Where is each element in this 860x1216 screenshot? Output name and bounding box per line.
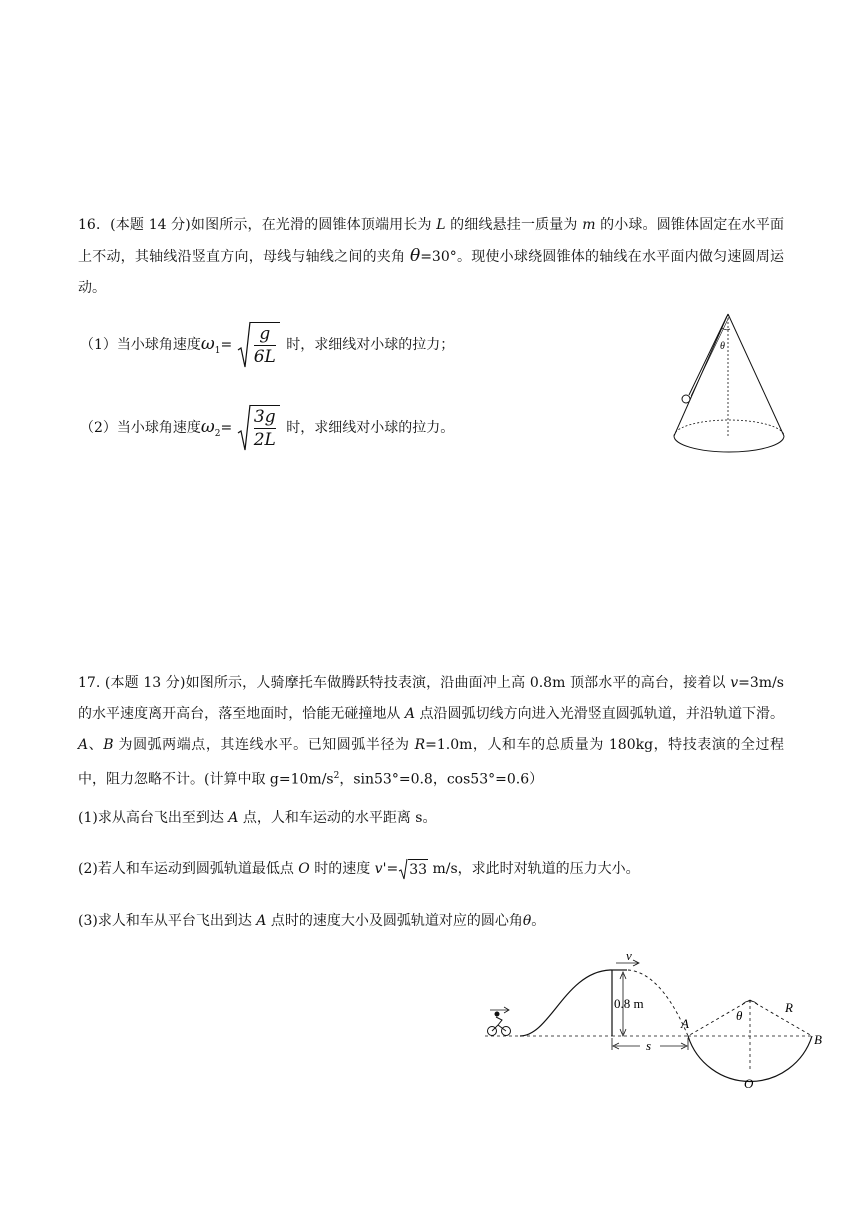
q16-part1 bbox=[80, 320, 454, 370]
q17-text-3: 点沿圆弧切线方向进入光滑竖直圆弧轨道，并沿轨道下滑。 bbox=[415, 706, 784, 722]
q17-var-v: v bbox=[730, 675, 739, 691]
q16-part2-suffix: 时，求细线对小球的拉力。 bbox=[281, 420, 455, 436]
q16-var-theta: θ bbox=[409, 246, 421, 266]
q16-part1-omega: ω bbox=[200, 334, 215, 354]
q17-part2-var-O: O bbox=[298, 861, 310, 877]
s-label: s bbox=[646, 1038, 652, 1053]
point-A-label: A bbox=[681, 1016, 689, 1031]
motorcycle-rider-icon bbox=[488, 1007, 511, 1036]
q17-stem bbox=[78, 668, 784, 796]
ramp-curve bbox=[520, 970, 612, 1036]
q16-part1-eq: = bbox=[220, 337, 233, 353]
q17-part1-text-1: (1)求从高台飞出至到达 bbox=[78, 810, 229, 826]
q17-part1 bbox=[78, 808, 437, 828]
q17-part2-text-2: 时的速度 bbox=[309, 861, 375, 877]
q16-part2-eq: = bbox=[220, 420, 233, 436]
q16-text-1: 如图所示，在光滑的圆锥体顶端用长为 bbox=[190, 217, 437, 233]
q17-part2-text-4: m/s，求此时对轨道的压力大小。 bbox=[428, 861, 640, 877]
q17-superscript: 2 bbox=[333, 771, 340, 781]
q16-text-4: =30°。现使小球绕圆锥体的轴线在水平面内做匀速圆周运动。 bbox=[78, 249, 785, 296]
q17-var-B: B bbox=[103, 737, 114, 753]
q16-part1-sub: 1 bbox=[214, 345, 221, 356]
string-line bbox=[689, 316, 727, 395]
q16-stem bbox=[78, 210, 784, 304]
radius-to-B bbox=[750, 1000, 812, 1036]
q17-part2-sqrt bbox=[398, 858, 428, 880]
radius-label: R bbox=[785, 1000, 793, 1015]
q17-part2-var-v: v bbox=[374, 861, 383, 877]
q16-var-L: L bbox=[436, 217, 446, 233]
q16-part1-prefix: （1）当小球角速度 bbox=[80, 337, 201, 353]
ball bbox=[682, 395, 690, 403]
q16-text-2: 的细线悬挂一质量为 bbox=[445, 217, 583, 233]
height-label: 0.8 m bbox=[614, 996, 644, 1011]
q17-number: 17. bbox=[78, 675, 101, 691]
radical-sign-icon bbox=[237, 403, 251, 453]
q17-part3-text-3: 。 bbox=[531, 913, 546, 929]
q17-part3-var-theta: θ bbox=[522, 913, 532, 929]
cone-figure bbox=[670, 308, 792, 458]
q16-text-3: 的小球。圆锥体固定在水平面上不动，其轴线沿竖直方向，母线与轴线之间的夹角 bbox=[78, 217, 784, 265]
q17-var-R: R bbox=[414, 737, 426, 753]
q16-part2-sqrt bbox=[237, 403, 282, 453]
q17-text-1: 如图所示，人骑摩托车做腾跃特技表演，沿曲面冲上高 0.8m 顶部水平的高台，接着以 bbox=[185, 675, 731, 691]
q17-part2 bbox=[78, 858, 640, 880]
q17-sep: 、 bbox=[88, 737, 104, 753]
q17-text-4: 为圆弧两端点，其连线水平。已知圆弧半径为 bbox=[113, 737, 415, 753]
q16-part2-denominator: 2L bbox=[253, 430, 276, 450]
q16-part1-numerator: g bbox=[259, 324, 271, 344]
point-O-label: O bbox=[744, 1076, 754, 1091]
q17-text-5: =1.0m，人和车的总质量为 180kg，特技表演的全过程中，阻力忽略不计。(计算中取 g=10m/s bbox=[78, 737, 785, 788]
q17-var-A2: A bbox=[78, 737, 89, 753]
q16-part2-sub: 2 bbox=[214, 428, 221, 439]
q16-score: (本题 14 分) bbox=[110, 217, 191, 233]
radical-sign-icon bbox=[398, 858, 408, 880]
radical-sign-icon bbox=[237, 320, 251, 370]
q16-number: 16． bbox=[78, 217, 111, 233]
theta-label: θ bbox=[736, 1008, 743, 1023]
q17-var-A: A bbox=[404, 706, 416, 722]
q17-text-2: =3m/s 的水平速度离开高台，落至地面时，恰能无碰撞地从 bbox=[78, 675, 784, 722]
q17-part2-root-value: 33 bbox=[408, 859, 428, 880]
velocity-label: v bbox=[626, 950, 632, 963]
cone-base-back bbox=[674, 420, 784, 436]
q16-part2-prefix: （2）当小球角速度 bbox=[80, 420, 201, 436]
point-B-label: B bbox=[814, 1032, 822, 1047]
q17-part1-var-A: A bbox=[228, 810, 239, 826]
q16-part1-denominator: 6L bbox=[253, 347, 276, 367]
q17-part3 bbox=[78, 911, 545, 931]
q16-part2 bbox=[80, 403, 454, 453]
q16-var-m: m bbox=[582, 217, 596, 233]
q17-score: (本题 13 分) bbox=[100, 675, 186, 691]
q17-part3-text-2: 点时的速度大小及圆弧轨道对应的圆心角 bbox=[266, 913, 523, 929]
cone-base-front bbox=[674, 436, 784, 452]
q16-part1-suffix: 时，求细线对小球的拉力； bbox=[281, 337, 455, 353]
q16-part2-numerator: 3g bbox=[253, 407, 276, 427]
q17-part3-var-A: A bbox=[256, 913, 267, 929]
q17-part1-text-2: 点，人和车运动的水平距离 s。 bbox=[238, 810, 437, 826]
q16-part1-sqrt bbox=[237, 320, 282, 370]
q16-part2-omega: ω bbox=[200, 417, 215, 437]
q17-part3-text-1: (3)求人和车从平台飞出到达 bbox=[78, 913, 257, 929]
q17-part2-text-1: (2)若人和车运动到圆弧轨道最低点 bbox=[78, 861, 299, 877]
cone-right-edge bbox=[728, 314, 784, 436]
q17-part2-text-3: '= bbox=[382, 861, 399, 877]
q17-text-6: ，sin53°=0.8，cos53°=0.6） bbox=[339, 771, 544, 788]
cone-theta-label: θ bbox=[720, 341, 725, 352]
motorcycle-jump-figure bbox=[480, 950, 830, 1100]
